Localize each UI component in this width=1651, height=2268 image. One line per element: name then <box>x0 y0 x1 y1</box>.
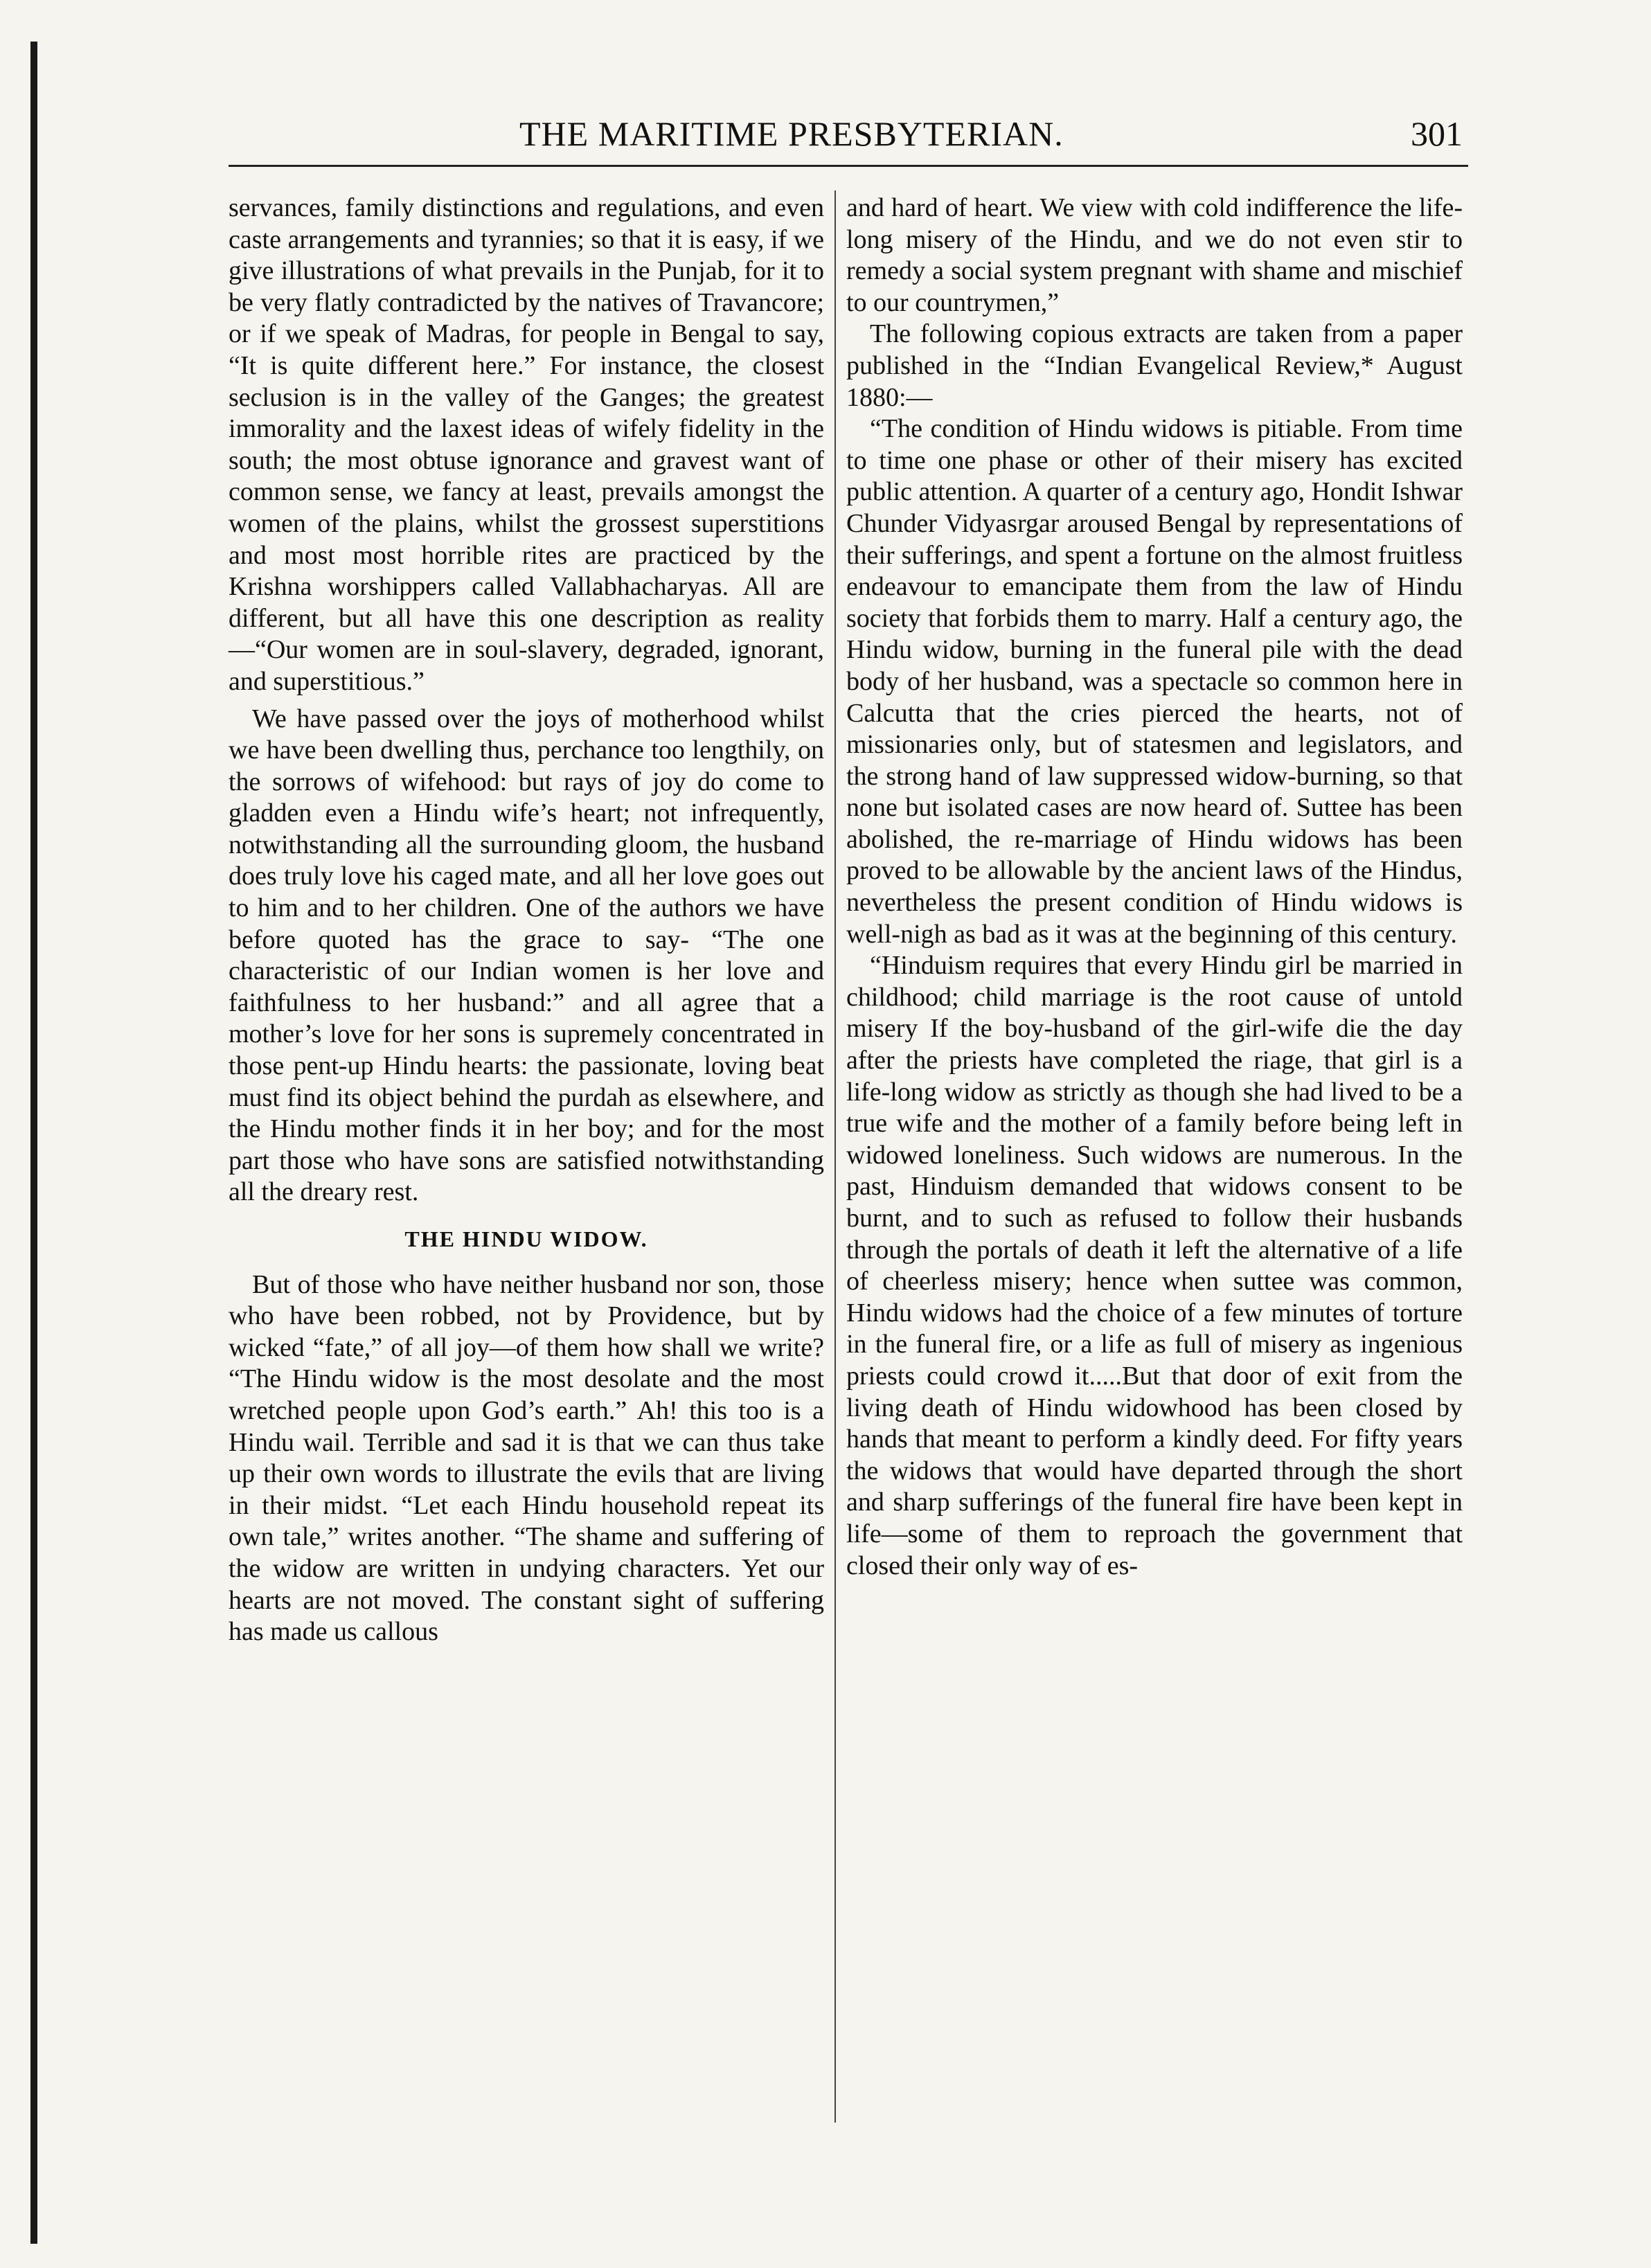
page-binding-edge <box>30 42 37 2244</box>
right-paragraph-3: “The condition of Hindu widows is pitiable. From time to time one phase or other of their misery has excited public attention. A quarter of a century ago, Hondit Ishwar Chunder Vidyasrgar aroused Bengal by representations of their sufferings, and spent a fortune on the almost fruitless endeavour to emancipate them from the law of Hindu society that forbids them to marry. Half a century ago, the Hindu widow, burning in the funeral pile with the dead body of her husband, was a spectacle so common here in Calcutta that the cries pierced the hearts, not of missionaries only, but of statesmen and legislators, and the strong hand of law suppressed widow-burning, so that none but isolated cases are now heard of. Suttee has been abolished, the re-marriage of Hindu widows has been proved to be allowable by the ancient laws of the Hindus, nevertheless the present condition of Hindu widows is well-nigh as bad as it was at the beginning of this century. <box>846 414 1463 949</box>
left-paragraph-2: We have passed over the joys of motherhood whilst we have been dwelling thus, perchance too lengthily, on the sorrows of wifehood: but rays of joy do come to gladden even a Hindu wife’s heart; not infrequently, notwithstanding all the surrounding gloom, the husband does truly love his caged mate, and all her love goes out to him and to her children. One of the authors we have before quoted has the grace to say- “The one characteristic of our Indian women is her love and faithfulness to her husband:” and all agree that a mother’s love for her sons is supremely concentrated in those pent-up Hindu hearts: the passionate, loving beat must find its object behind the purdah as elsewhere, and the Hindu mother finds it in her boy; and for the most part those who have sons are satisfied notwithstanding all the dreary rest. <box>229 704 824 1207</box>
section-heading: THE HINDU WIDOW. <box>404 1226 648 1251</box>
left-paragraph-1: servances, family distinctions and regulations, and even caste arrangements and tyrannies; so that it is easy, if we give illustrations of what prevails in the Punjab, for it to be very flatly contradicted by the natives of Travancore; or if we speak of Madras, for people in Bengal to say, “It is quite different here.” For instance, the closest seclusion is in the valley of the Ganges; the greatest immorality and the laxest ideas of wifely fidelity in the south; the most obtuse ignorance and gravest want of common sense, we fancy at least, prevails amongst the women of the plains, whilst the grossest superstitions and most most horrible rites are practiced by the Krishna worshippers called Vallabhacharyas. All are different, but all have this one description as reality—“Our women are in soul-slavery, degraded, ignorant, and superstitious.” <box>229 193 824 696</box>
right-paragraph-1: and hard of heart. We view with cold indifference the life-long misery of the Hindu, and we do not even stir to remedy a social system pregnant with shame and mischief to our countrymen,” <box>846 193 1463 317</box>
left-column <box>229 193 824 1648</box>
right-paragraph-2: The following copious extracts are taken from a paper published in the “Indian Evangelical Review,* August 1880:— <box>846 319 1463 412</box>
left-paragraph-3: But of those who have neither husband nor son, those who have been robbed, not by Providence, but by wicked “fate,” of all joy—of them how shall we write? “The Hindu widow is the most desolate and the most wretched people upon God’s earth.” Ah! this too is a Hindu wail. Terrible and sad it is that we can thus take up their own words to illustrate the evils that are living in their midst. “Let each Hindu household repeat its own tale,” writes another. “The shame and suffering of the widow are written in undying characters. Yet our hearts are not moved. The constant sight of suffering has made us callous <box>229 1269 824 1647</box>
running-head: THE MARITIME PRESBYTERIAN. <box>519 114 1064 153</box>
right-paragraph-4: “Hinduism requires that every Hindu girl be married in childhood; child marriage is the root cause of untold misery If the boy-husband of the girl-wife die the day after the priests have completed the riage, that girl is a life-long widow as strictly as though she had lived to be a true wife and the mother of a family before being left in widowed loneliness. Such widows are numerous. In the past, Hinduism demanded that widows consent to be burnt, and to such as refused to follow their husbands through the portals of death it left the alternative of a life of cheerless misery; hence when suttee was common, Hindu widows had the choice of a few minutes of torture in the funeral fire, or a life as full of misery as ingenious priests could crowd it.....But that door of exit from the living death of Hindu widowhood has been closed by hands that meant to perform a kindly deed. For fifty years the widows that would have departed through the short and sharp sufferings of the funeral fire have been kept in life—some of them to reproach the government that closed their only way of es- <box>846 951 1463 1580</box>
column-divider <box>835 190 836 2123</box>
page-number: 301 <box>1411 114 1463 153</box>
page-header <box>229 109 1468 167</box>
right-column <box>846 193 1463 1582</box>
